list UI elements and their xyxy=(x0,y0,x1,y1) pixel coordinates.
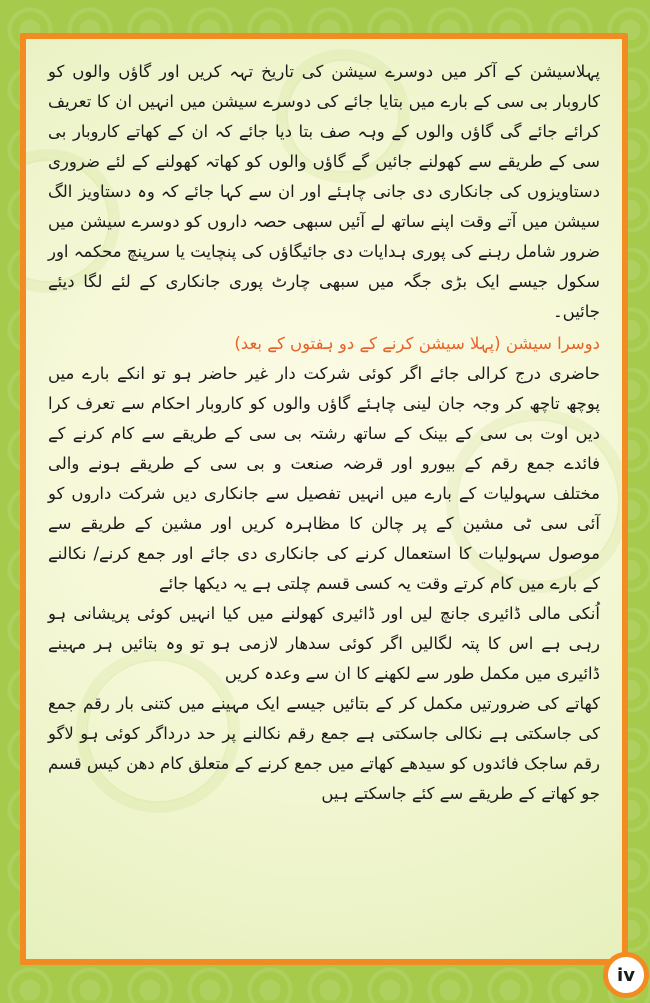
section-heading: دوسرا سیشن (پہلا سیشن کرنے کے دو ہفتوں کے بعد) xyxy=(234,334,600,353)
page-number: iv xyxy=(617,964,635,986)
intro-paragraph: پہلاسیشن کے آکر میں دوسرے سیشن کی تاریخ تہہ کریں اور گاؤں والوں کو کاروبار بی سی کے بارے میں بتایا جائے کی دوسرے سیشن میں انہیں ان کا تعریف کرائے جائے گی گاؤں والوں کے وہہ صف بتا دیا جائے کہ ان کے کھاتے کاروبار بی سی کے طریقے سے کھولنے جائیں گے گاؤں والوں کو کھاتہ کھولنے کے لئے ضروری دستاویزوں کی جانکاری دی جانی چاہئے اور ان سے کہا جائے کہ وہ دستاویز الگ سیشن میں آتے وقت اپنے ساتھ لے آئیں سبھی حصہ داروں کو دوسرے سیشن میں ضرور شامل رہنے کی پوری ہدایات دی جائیگاؤں کی پنچایت یا سرپنچ محکمہ اور سکول جیسے ایک بڑی جگہ میں سبھی چارٹ پوری جانکاری کے لئے لگا دیئے جائیں۔ xyxy=(48,62,600,321)
section-paragraph-3: کھاتے کی ضرورتیں مکمل کر کے بتائیں جیسے ایک مہینے میں کتنی بار رقم جمع کی جاسکتی ہے نکالی جاسکتی ہے جمع رقم نکالنے پر حد درداگر کوئی ہو لاگو رقم ساجک فائدوں کو سیدھے کھاتے میں جمع کرنے کے متعلق کام دھن کیس قسم جو کھاتے کے طریقے سے کئے جاسکتے ہیں xyxy=(48,694,600,803)
content-panel xyxy=(20,33,628,965)
page-number-badge xyxy=(603,952,649,998)
page-body xyxy=(48,57,600,809)
section-paragraph-2: اُنکی مالی ڈائیری جانچ لیں اور ڈائیری کھولنے میں کیا انہیں کوئی پریشانی ہو رہی ہے اس کا پتہ لگالیں اگر کوئی سدھار لازمی ہو تو وہ بتائیں ہر مہینے ڈائیری میں مکمل طور سے لکھنے کا ان سے وعدہ کریں xyxy=(48,604,600,683)
section-paragraph-1: حاضری درج کرالی جائے اگر کوئی شرکت دار غیر حاضر ہو تو انکے بارے میں پوچھ تاچھ کر وجہ جان لینی چاہئے گاؤں والوں کو کاروبار احکام سے تعرف کرا دیں اوت بی سی کے بینک کے ساتھ رشتہ بی سی کے طریقے سے کام کرنے کے فائدے جمع رقم کے بیورو اور قرضہ صنعت و بی سی کے طریقے ہونے والی مختلف سہولیات کے بارے میں انہیں تفصیل سے جانکاری دیں شرکت داروں کو آئی سی ٹی مشین کے پر چالن کا مظاہرہ کریں اور مشین کے طریقے سے موصول سہولیات کا استعمال کرنے کی جانکاری دی جائے اور جمع کرنے/ نکالنے کے بارے میں کام کرتے وقت یہ کسی قسم چلتی ہے یہ دیکھا جائے xyxy=(48,364,600,593)
